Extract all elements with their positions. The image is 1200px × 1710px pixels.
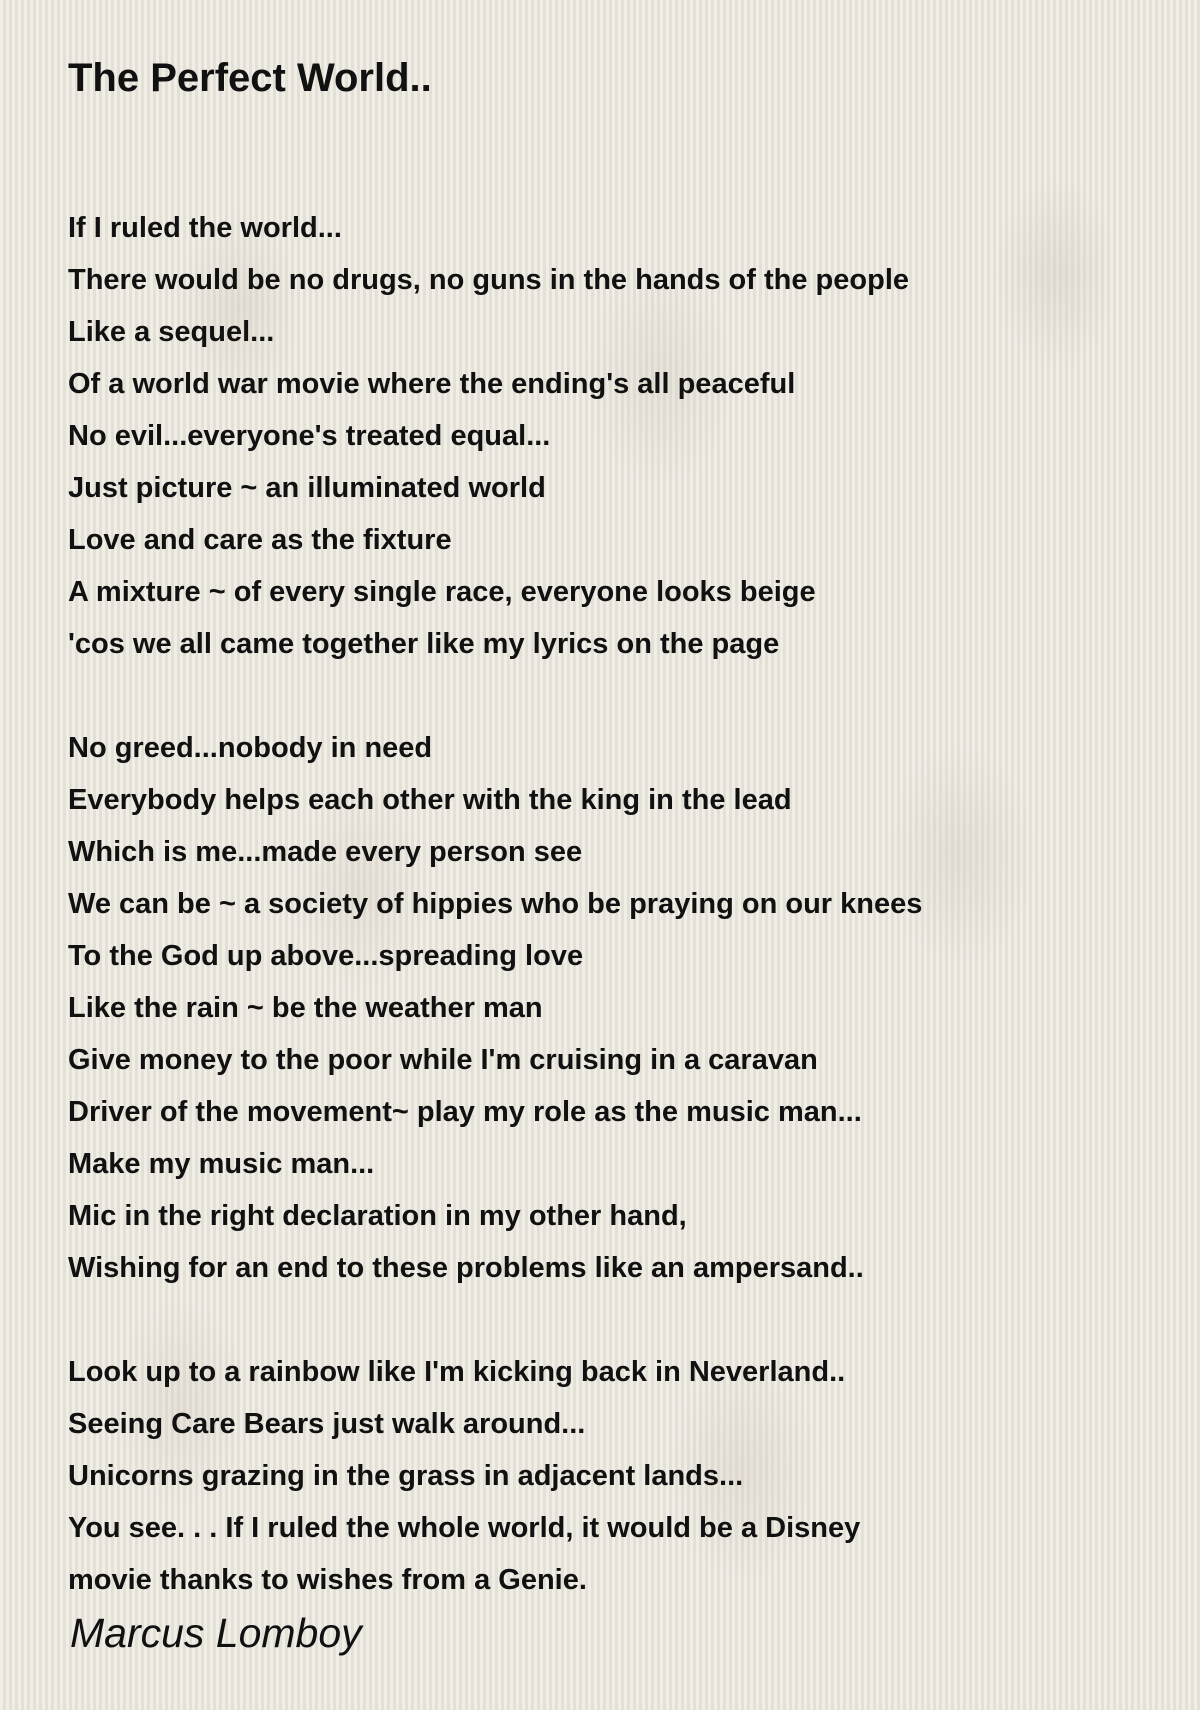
poem-line: movie thanks to wishes from a Genie. (68, 1564, 587, 1596)
poem-line: Love and care as the fixture (68, 524, 452, 556)
poem-author: Marcus Lomboy (70, 1610, 362, 1656)
poem-body (68, 202, 1148, 1606)
poem-line: Driver of the movement~ play my role as the music man... (68, 1096, 862, 1128)
poem-stanza (68, 1346, 1148, 1606)
poem-line: Of a world war movie where the ending's all peaceful (68, 368, 796, 400)
poem-line: You see. . . If I ruled the whole world, it would be a Disney (68, 1512, 861, 1544)
poem-stanza (68, 202, 1148, 670)
poem-page (68, 50, 1148, 1658)
poem-line: Just picture ~ an illuminated world (68, 472, 546, 504)
poem-line: Give money to the poor while I'm cruising in a caravan (68, 1044, 818, 1076)
poem-line: Seeing Care Bears just walk around... (68, 1408, 586, 1440)
poem-line: We can be ~ a society of hippies who be praying on our knees (68, 888, 923, 920)
poem-line: 'cos we all came together like my lyrics on the page (68, 628, 780, 660)
poem-line: Which is me...made every person see (68, 836, 583, 868)
poem-line: If I ruled the world... (68, 212, 342, 244)
poem-title: The Perfect World.. (68, 56, 432, 100)
poem-line: Everybody helps each other with the king in the lead (68, 784, 792, 816)
poem-line: Wishing for an end to these problems like an ampersand.. (68, 1252, 864, 1284)
poem-stanza (68, 722, 1148, 1294)
poem-line: No greed...nobody in need (68, 732, 433, 764)
poem-line: A mixture ~ of every single race, everyone looks beige (68, 576, 816, 608)
poem-line: There would be no drugs, no guns in the hands of the people (68, 264, 909, 296)
poem-line: To the God up above...spreading love (68, 940, 584, 972)
poem-line: Unicorns grazing in the grass in adjacent lands... (68, 1460, 744, 1492)
poem-line: No evil...everyone's treated equal... (68, 420, 551, 452)
poem-line: Make my music man... (68, 1148, 375, 1180)
poem-line: Like the rain ~ be the weather man (68, 992, 543, 1024)
poem-line: Mic in the right declaration in my other hand, (68, 1200, 687, 1232)
poem-line: Look up to a rainbow like I'm kicking back in Neverland.. (68, 1356, 846, 1388)
poem-line: Like a sequel... (68, 316, 275, 348)
